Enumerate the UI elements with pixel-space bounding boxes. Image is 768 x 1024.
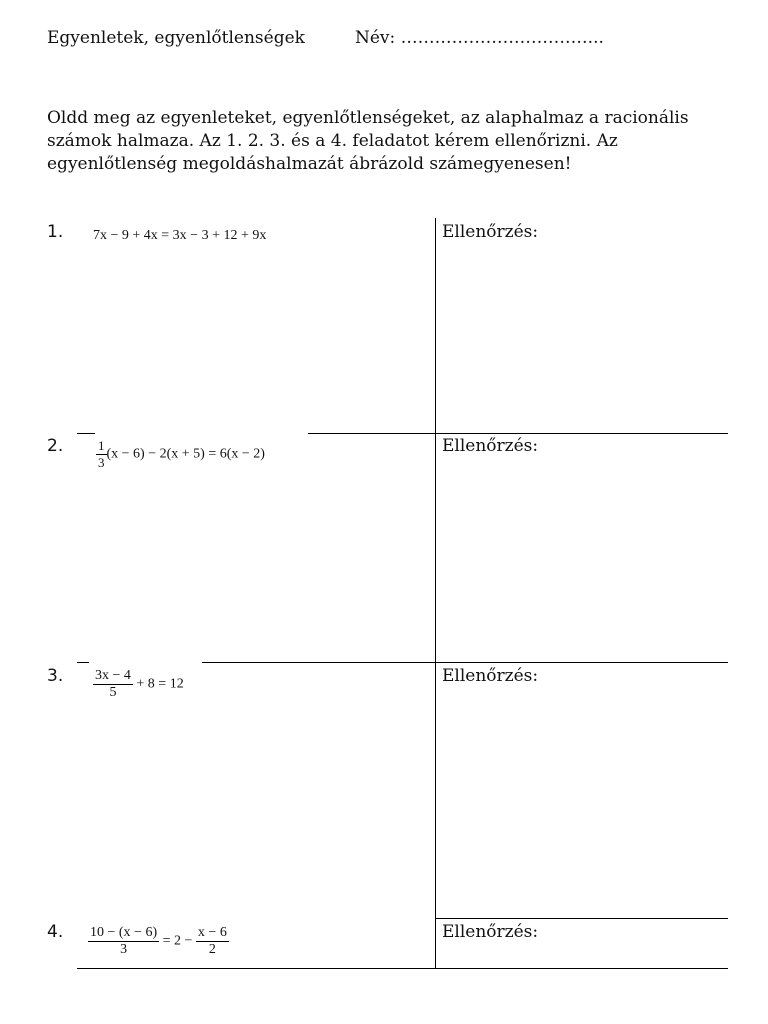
equation-text: + 8 = 12 bbox=[136, 676, 184, 692]
check-label: Ellenőrzés: bbox=[442, 922, 539, 942]
column-divider bbox=[435, 218, 436, 968]
fraction-numerator: 3x − 4 bbox=[95, 668, 131, 683]
fraction-numerator: x − 6 bbox=[197, 925, 227, 940]
fraction bbox=[196, 925, 229, 958]
fraction-numerator: 1 bbox=[98, 438, 105, 453]
fraction bbox=[93, 668, 133, 701]
task-4-equation bbox=[88, 925, 229, 958]
fraction-denominator: 5 bbox=[109, 685, 117, 700]
row-divider-4 bbox=[435, 918, 728, 919]
fraction bbox=[96, 438, 107, 471]
check-label: Ellenőrzés: bbox=[442, 666, 539, 686]
equation-text: = 2 − bbox=[162, 933, 193, 949]
fraction-denominator: 3 bbox=[120, 942, 128, 957]
fraction-denominator: 3 bbox=[98, 455, 105, 470]
task-number: 2. bbox=[47, 436, 64, 456]
task-3-equation bbox=[93, 668, 184, 701]
row-divider-2-left bbox=[77, 433, 95, 434]
task-number: 1. bbox=[47, 222, 64, 242]
fraction-numerator: 10 − (x − 6) bbox=[90, 925, 158, 940]
fraction bbox=[88, 925, 159, 958]
worksheet-title: Egyenletek, egyenlőtlenségek bbox=[47, 28, 305, 48]
instructions-paragraph: Oldd meg az egyenleteket, egyenlőtlenségeket, az alaphalmaz a racionális számok halmaza. Az 1. 2. 3. és a 4. feladatot kérem ellenőrizni. Az egyenlőtlenség megoldáshalmazát ábrázold számegyenesen! bbox=[47, 108, 689, 174]
task-1-equation bbox=[93, 228, 266, 244]
fraction-denominator: 2 bbox=[208, 942, 216, 957]
task-number: 4. bbox=[47, 922, 64, 942]
row-divider-bottom bbox=[77, 968, 728, 969]
name-field-label: Név: ……………………………... bbox=[355, 28, 604, 48]
row-divider-3-left bbox=[77, 662, 89, 663]
equation-text: (x − 6) − 2(x + 5) = 6(x − 2) bbox=[106, 446, 265, 462]
header bbox=[47, 28, 604, 48]
row-divider-3 bbox=[202, 662, 728, 663]
equation-text: 7x − 9 + 4x = 3x − 3 + 12 + 9x bbox=[93, 228, 267, 243]
task-2-equation bbox=[96, 438, 265, 471]
row-divider-2 bbox=[308, 433, 728, 434]
task-number: 3. bbox=[47, 666, 64, 686]
check-label: Ellenőrzés: bbox=[442, 222, 539, 242]
check-label: Ellenőrzés: bbox=[442, 436, 539, 456]
